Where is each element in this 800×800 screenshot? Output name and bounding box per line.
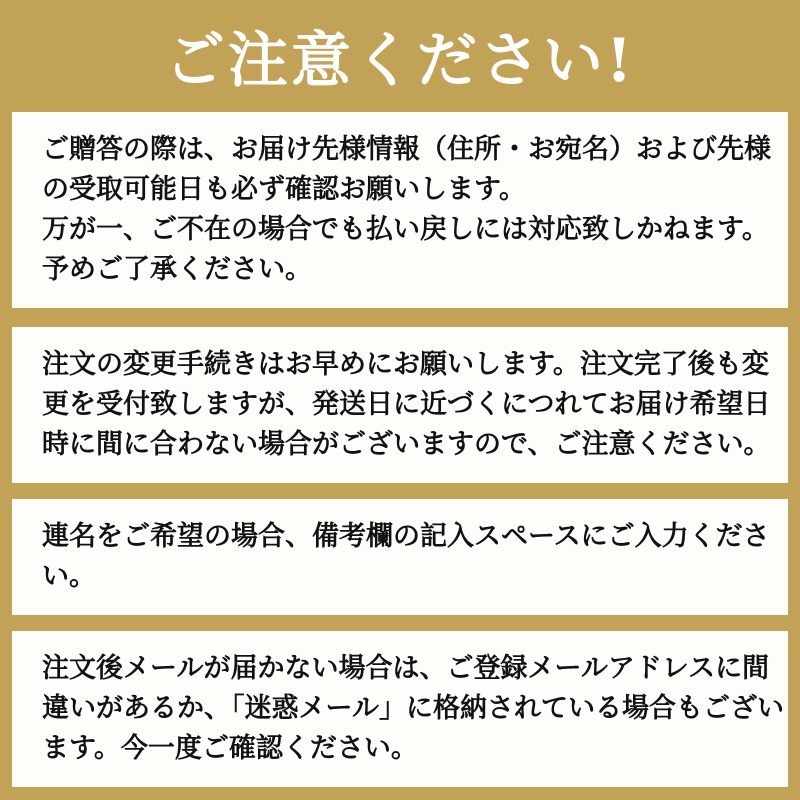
notice-line: 違いがあるか、「迷惑メール」に格納されている場合もござい bbox=[42, 693, 784, 724]
notice-line: 注文の変更手続きはお早めにお願いします。注文完了後も変 bbox=[42, 349, 769, 380]
notice-line: 連名をご希望の場合、備考欄の記入スペースにご入力くださ bbox=[42, 521, 770, 552]
notice-line: 万が一、ご不在の場合でも払い戻しには対応致しかねます。 bbox=[42, 214, 769, 245]
notice-panel-order-change bbox=[12, 327, 788, 483]
notice-panel-gift-address bbox=[12, 112, 788, 308]
notice-line: 更を受付致しますが、発送日に近づくにつれてお届け希望日 bbox=[42, 389, 771, 420]
notice-banner bbox=[0, 0, 800, 112]
page-title: ご注意ください! bbox=[164, 26, 636, 96]
notice-line: い。 bbox=[42, 561, 96, 592]
notice-line: 注文後メールが届かない場合は、ご登録メールアドレスに間 bbox=[42, 653, 770, 684]
notice-panel-email bbox=[12, 631, 788, 787]
notice-line: 時に間に合わない場合がございますので、ご注意ください。 bbox=[42, 429, 771, 460]
notice-line: ます。今一度ご確認ください。 bbox=[42, 733, 418, 764]
notice-line: の受取可能日も必ず確認お願いします。 bbox=[42, 174, 526, 205]
notice-line: 予めご了承ください。 bbox=[42, 254, 312, 285]
notice-line: ご贈答の際は、お届け先様情報（住所・お宛名）および先様 bbox=[42, 134, 771, 165]
notice-panel-joint-name bbox=[12, 499, 788, 615]
